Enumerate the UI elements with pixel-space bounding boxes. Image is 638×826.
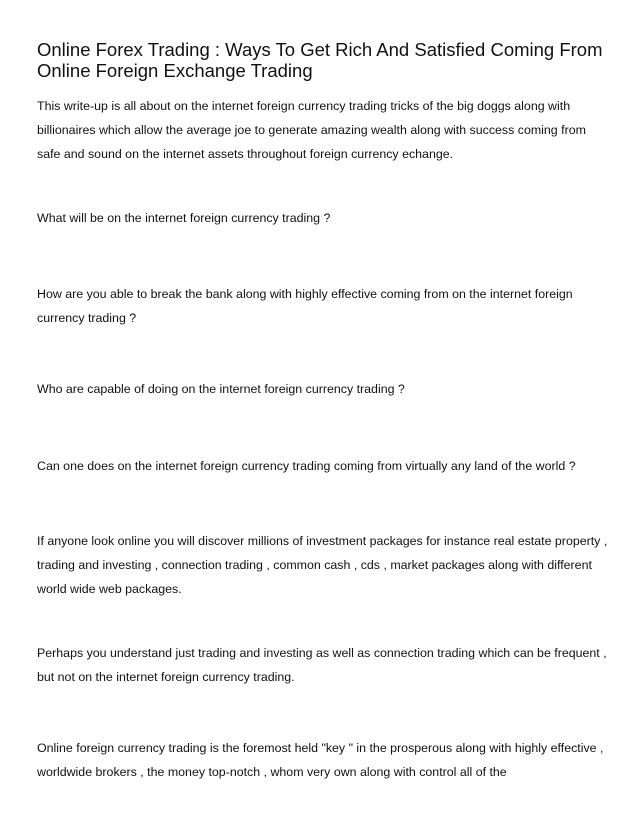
document-title: Online Forex Trading : Ways To Get Rich And Satisfied Coming From Online Foreign Exchange Trading (37, 39, 603, 81)
body-paragraph-investments: If anyone look online you will discover millions of investment packages for instance real estate property , trading and investing , connection trading , common cash , cds , market packages along with different world wide web packages. (37, 534, 608, 596)
body-paragraph-key: Online foreign currency trading is the foremost held "key " in the prosperous along with highly effective , worldwide brokers , the money top-notch , whom very own along with control all of the (37, 741, 604, 779)
question-paragraph-how: How are you able to break the bank along with highly effective coming from on the internet foreign currency trading ? (37, 287, 573, 325)
intro-paragraph: This write-up is all about on the internet foreign currency trading tricks of the big doggs along with billionaires which allow the average joe to generate amazing wealth along with success coming from safe and sound on the internet assets throughout foreign currency echange. (37, 99, 586, 161)
question-paragraph-what: What will be on the internet foreign currency trading ? (37, 211, 331, 225)
question-paragraph-where: Can one does on the internet foreign currency trading coming from virtually any land of the world ? (37, 459, 576, 473)
body-paragraph-trading: Perhaps you understand just trading and investing as well as connection trading which can be frequent , but not on the internet foreign currency trading. (37, 646, 607, 684)
question-paragraph-who: Who are capable of doing on the internet foreign currency trading ? (37, 382, 405, 396)
